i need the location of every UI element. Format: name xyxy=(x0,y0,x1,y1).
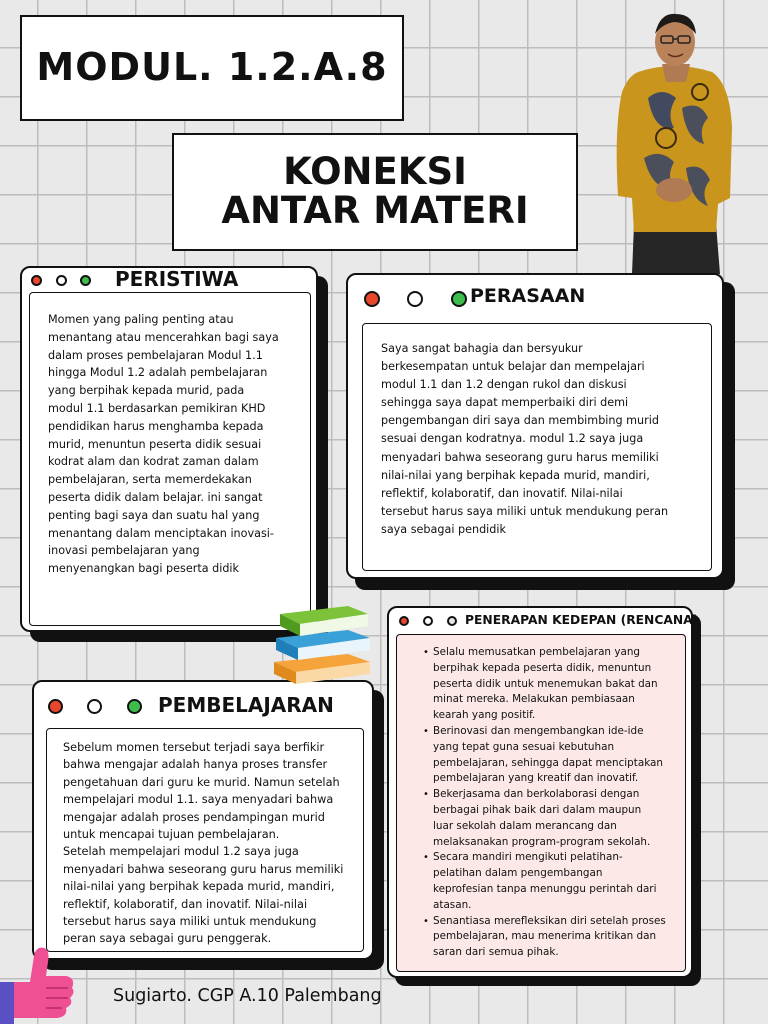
window-dot-green xyxy=(451,291,467,307)
window-dot-grey xyxy=(447,616,457,626)
module-title-box xyxy=(20,15,404,121)
pembelajaran-text: Sebelum momen tersebut terjadi saya berfikir bahwa mengajar adalah hanya proses transfer pengetahuan dari guru ke murid. Namun setelah mempelajari modul 1.1. saya menyadari bahwa mengajar adalah proses pendampingan murid untuk mencapai tujuan pembelajaran. Setelah mempelajari modul 1.2 saya juga menyadari bahwa seseorang guru harus memiliki nilai-nilai yang berpihak kepada murid, mandiri, reflektif, kolaboratif, dan inovatif. Nilai-nilai tersebut harus saya miliki untuk mendukung peran saya sebagai guru penggerak. xyxy=(63,741,344,946)
main-title-line1: KONEKSI xyxy=(283,150,467,194)
window-dot-red xyxy=(364,291,380,307)
perasaan-text: Saya sangat bahagia dan bersyukur berkesempatan untuk belajar dan mempelajari modul 1.1 dan 1.2 dengan rukol dan diskusi sehingga saya dapat memperbaiki diri demi pengembangan diri saya dan membimbing murid sesuai dengan kodratnya. modul 1.2 saya juga menyadari bahwa seseorang guru harus memiliki nilai-nilai yang berpihak kepada murid, mandiri, reflektif, kolaboratif, dan inovatif. Nilai-nilai tersebut harus saya miliki untuk mendukung peran saya sebagai pendidik xyxy=(381,342,669,536)
thumbs-up-icon xyxy=(0,942,76,1024)
perasaan-title: PERASAAN xyxy=(470,285,586,307)
penerapan-title: PENERAPAN KEDEPAN (RENCANA) xyxy=(465,613,699,627)
books-icon xyxy=(270,600,376,686)
pembelajaran-card xyxy=(32,680,374,960)
list-item: • Secara mandiri mengikuti pelatihan- pelatihan dalam pengembangan keprofesian tanpa menunggu perintah dari atasan. xyxy=(433,850,695,913)
window-dot-white xyxy=(87,699,102,714)
main-title-box xyxy=(172,133,578,251)
person-photo xyxy=(608,8,740,274)
window-dot-white xyxy=(407,291,423,307)
list-item: • Berinovasi dan mengembangkan ide-ide yang tepat guna sesuai kebutuhan pembelajaran, sehingga dapat menciptakan pembelajaran yang kreatif dan inovatif. xyxy=(433,724,695,787)
perasaan-card xyxy=(346,273,724,579)
author-credit: Sugiarto. CGP A.10 Palembang xyxy=(113,986,382,1006)
window-dot-white xyxy=(56,275,67,286)
window-dot-red xyxy=(31,275,42,286)
window-dot-red xyxy=(48,699,63,714)
window-dot-green xyxy=(127,699,142,714)
window-dot-white xyxy=(423,616,433,626)
list-item: • Bekerjasama dan berkolaborasi dengan berbagai pihak baik dari dalam maupun luar sekolah dalam merancang dan melaksanakan program-program sekolah. xyxy=(433,787,695,850)
list-item: • Senantiasa merefleksikan diri setelah proses pembelajaran, mau menerima kritikan dan saran dari semua pihak. xyxy=(433,914,695,961)
peristiwa-title: PERISTIWA xyxy=(115,267,239,291)
window-dot-green xyxy=(80,275,91,286)
peristiwa-text: Momen yang paling penting atau menantang atau mencerahkan bagi saya dalam proses pembelajaran Modul 1.1 hingga Modul 1.2 adalah pembelajaran yang berpihak kepada murid, pada modul 1.1 berdasarkan pemikiran KHD pendidikan harus menghamba kepada murid, menuntun peserta didik sesuai kodrat alam dan kodrat zaman dalam pembelajaran, serta memerdekakan peserta didik dalam belajar. ini sangat penting bagi saya dan suatu hal yang menantang dalam menciptakan inovasi- inovasi pembelajaran yang menyenangkan bagi peserta didik xyxy=(48,313,279,576)
main-title-line2: ANTAR MATERI xyxy=(221,189,529,232)
pembelajaran-title: PEMBELAJARAN xyxy=(158,693,334,717)
window-dot-red xyxy=(399,616,409,626)
module-title: MODUL. 1.2.A.8 xyxy=(36,45,388,90)
peristiwa-card xyxy=(20,266,318,632)
list-item: • Selalu memusatkan pembelajaran yang berpihak kepada peserta didik, menuntun peserta didik untuk menemukan bakat dan minat mereka. Melakukan pembiasaan kearah yang positif. xyxy=(433,645,695,724)
penerapan-card xyxy=(387,606,699,978)
penerapan-list xyxy=(417,645,695,961)
